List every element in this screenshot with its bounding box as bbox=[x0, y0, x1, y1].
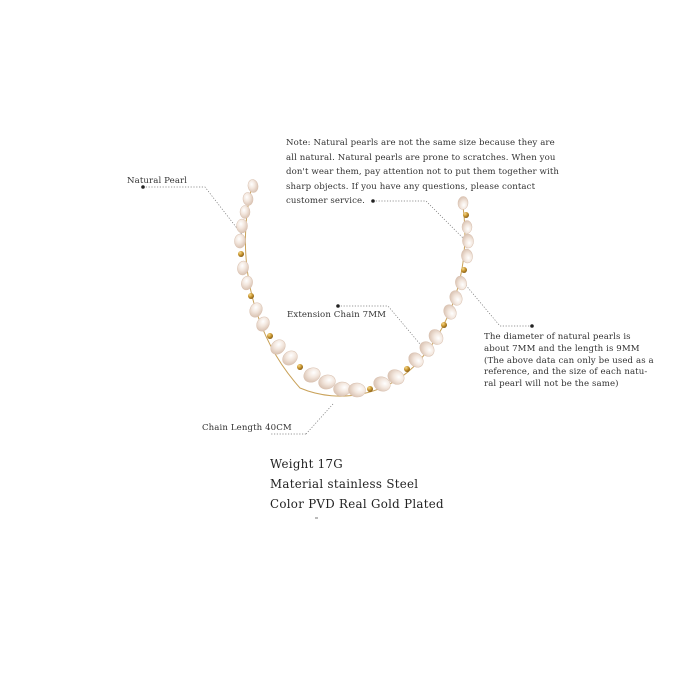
gold-bead bbox=[297, 364, 303, 370]
pearl-bead bbox=[448, 289, 464, 307]
gold-bead bbox=[441, 322, 447, 328]
diameter-line-2: about 7MM and the length is 9MM bbox=[484, 343, 640, 354]
note-text: Note: Natural pearls are not the same size because they are all natural. Natural pearls are prone to scratches. When you don't wear them, pay attention not to put them together with sharp objects. If you have any questions, please contact customer service. bbox=[286, 138, 560, 206]
diameter-text bbox=[484, 332, 689, 391]
spec-weight: Weight 17G bbox=[270, 457, 343, 471]
pearl-bead bbox=[237, 219, 248, 233]
pearl-bead bbox=[240, 206, 250, 219]
pearl-bead bbox=[454, 275, 468, 291]
pearl-bead bbox=[247, 301, 264, 320]
pearl-bead bbox=[242, 192, 253, 206]
dot-diameter bbox=[530, 324, 534, 328]
chain-length-label: Chain Length 40CM bbox=[202, 423, 292, 433]
gold-bead bbox=[404, 366, 410, 372]
decorative-mark bbox=[315, 517, 318, 519]
pearl-bead bbox=[240, 275, 254, 291]
gold-bead bbox=[238, 251, 244, 257]
product-specs bbox=[270, 454, 444, 515]
diameter-line-1: The diameter of natural pearls is bbox=[484, 332, 631, 342]
leader-diameter bbox=[464, 283, 532, 326]
pearl-bead bbox=[234, 234, 246, 249]
diameter-line-5: ral pearl will not be the same) bbox=[484, 379, 619, 390]
bead-group bbox=[234, 179, 474, 398]
necklace-chain bbox=[245, 186, 464, 396]
gold-bead bbox=[267, 333, 273, 339]
pearl-bead bbox=[254, 315, 272, 334]
leader-chain-length-2 bbox=[306, 404, 333, 434]
diameter-line-3: (The above data can only be used as a bbox=[484, 355, 654, 366]
diameter-line-4: reference, and the size of each natu- bbox=[484, 367, 648, 378]
pearl-bead bbox=[462, 221, 472, 234]
pearl-bead bbox=[247, 179, 259, 194]
spec-color: Color PVD Real Gold Plated bbox=[270, 497, 444, 512]
gold-bead bbox=[463, 212, 469, 218]
spec-material: Material stainless Steel bbox=[270, 477, 419, 492]
pearl-bead bbox=[462, 234, 474, 249]
gold-bead bbox=[461, 267, 467, 273]
pearl-bead bbox=[460, 248, 473, 264]
natural-pearl-label: Natural Pearl bbox=[127, 176, 188, 186]
extension-chain-label: Extension Chain 7MM bbox=[287, 310, 387, 320]
leader-natural-pearl bbox=[143, 187, 243, 236]
gold-bead bbox=[367, 386, 373, 392]
gold-bead bbox=[248, 293, 254, 299]
